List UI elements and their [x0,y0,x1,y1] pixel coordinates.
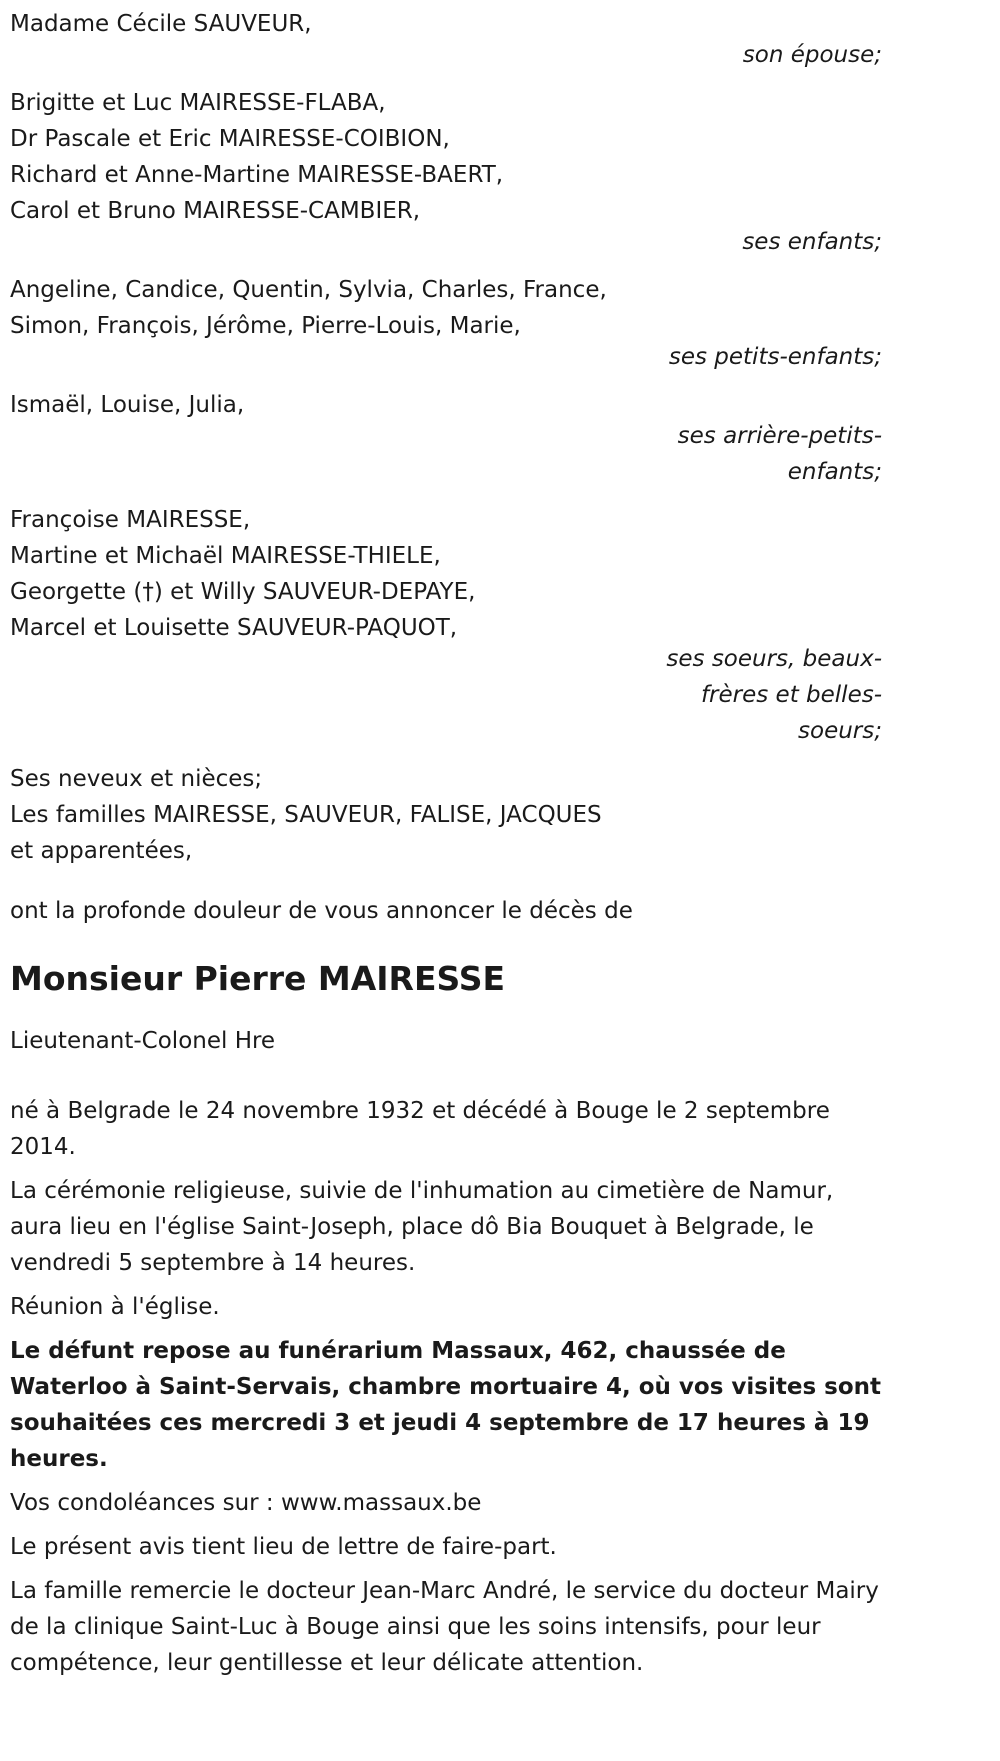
relation-line: ses arrière-petits- [677,423,882,449]
name-line: Françoise MAIRESSE, [10,507,251,533]
children-group [10,85,882,260]
name-line: Madame Cécile SAUVEUR, [10,11,312,37]
thanks-text: La famille remercie le docteur Jean-Marc André, le service du docteur Mairy de la clinique Saint-Luc à Bouge ainsi que les soins intensifs, pour leur compétence, leur gentillesse et leur délicate attention. [10,1578,879,1676]
text-line: Ses neveux et nièces; [10,766,263,792]
relation-label-spouse: son épouse; [742,42,882,68]
relation-line: ses soeurs, beaux- [666,646,882,672]
extended-family-lines [10,761,630,869]
text-line: Les familles MAIRESSE, SAUVEUR, FALISE, JACQUES [10,802,602,828]
name-line: Angeline, Candice, Quentin, Sylvia, Charles, France, [10,277,607,303]
relation-label-children: ses enfants; [742,229,882,255]
name-line: Ismaël, Louise, Julia, [10,392,245,418]
name-line: Martine et Michaël MAIRESSE-THIELE, [10,543,441,569]
siblings-group [10,502,882,749]
name-line: Brigitte et Luc MAIRESSE-FLABA, [10,90,386,116]
siblings-names [10,502,630,646]
announcement-text: ont la profonde douleur de vous annoncer le décès de [10,898,633,924]
deceased-name: Monsieur Pierre MAIRESSE [10,959,506,998]
great-grandchildren-names [10,387,630,423]
name-line: Richard et Anne-Martine MAIRESSE-BAERT, [10,162,504,188]
ceremony-text: La cérémonie religieuse, suivie de l'inhumation au cimetière de Namur, aura lieu en l'église Saint-Joseph, place dô Bia Bouquet à Belgrade, le vendredi 5 septembre à 14 heures. [10,1178,834,1276]
name-line: Carol et Bruno MAIRESSE-CAMBIER, [10,198,421,224]
relation-line: enfants; [787,459,882,485]
name-line: Dr Pascale et Eric MAIRESSE-COIBION, [10,126,450,152]
text-line: et apparentées, [10,838,193,864]
name-line: Simon, François, Jérôme, Pierre-Louis, Marie, [10,313,521,339]
grandchildren-names [10,272,630,344]
extended-family-group [10,761,882,869]
birth-death-text: né à Belgrade le 24 novembre 1932 et décédé à Bouge le 2 septembre 2014. [10,1098,830,1160]
relation-label-siblings [662,641,882,749]
deceased-title: Lieutenant-Colonel Hre [10,1028,276,1054]
funeral-home-text: Le défunt repose au funérarium Massaux, 462, chaussée de Waterloo à Saint-Servais, chambre mortuaire 4, où vos visites sont souhaitées ces mercredi 3 et jeudi 4 septembre de 17 heures à 19 heures. [10,1338,882,1472]
relation-label-great-grandchildren [662,418,882,490]
name-line: Georgette (†) et Willy SAUVEUR-DEPAYE, [10,579,476,605]
meeting-text: Réunion à l'église. [10,1294,220,1320]
spouse-group [10,6,882,73]
grandchildren-group [10,272,882,375]
obituary-notice [10,6,882,1681]
relation-line: frères et belles- [700,682,882,708]
children-names [10,85,630,229]
name-line: Marcel et Louisette SAUVEUR-PAQUOT, [10,615,458,641]
great-grandchildren-group [10,387,882,490]
notice-text: Le présent avis tient lieu de lettre de faire-part. [10,1534,557,1560]
spouse-names [10,6,630,42]
relation-label-grandchildren: ses petits-enfants; [668,344,882,370]
condolences-text: Vos condoléances sur : www.massaux.be [10,1490,482,1516]
relation-line: soeurs; [798,718,882,744]
